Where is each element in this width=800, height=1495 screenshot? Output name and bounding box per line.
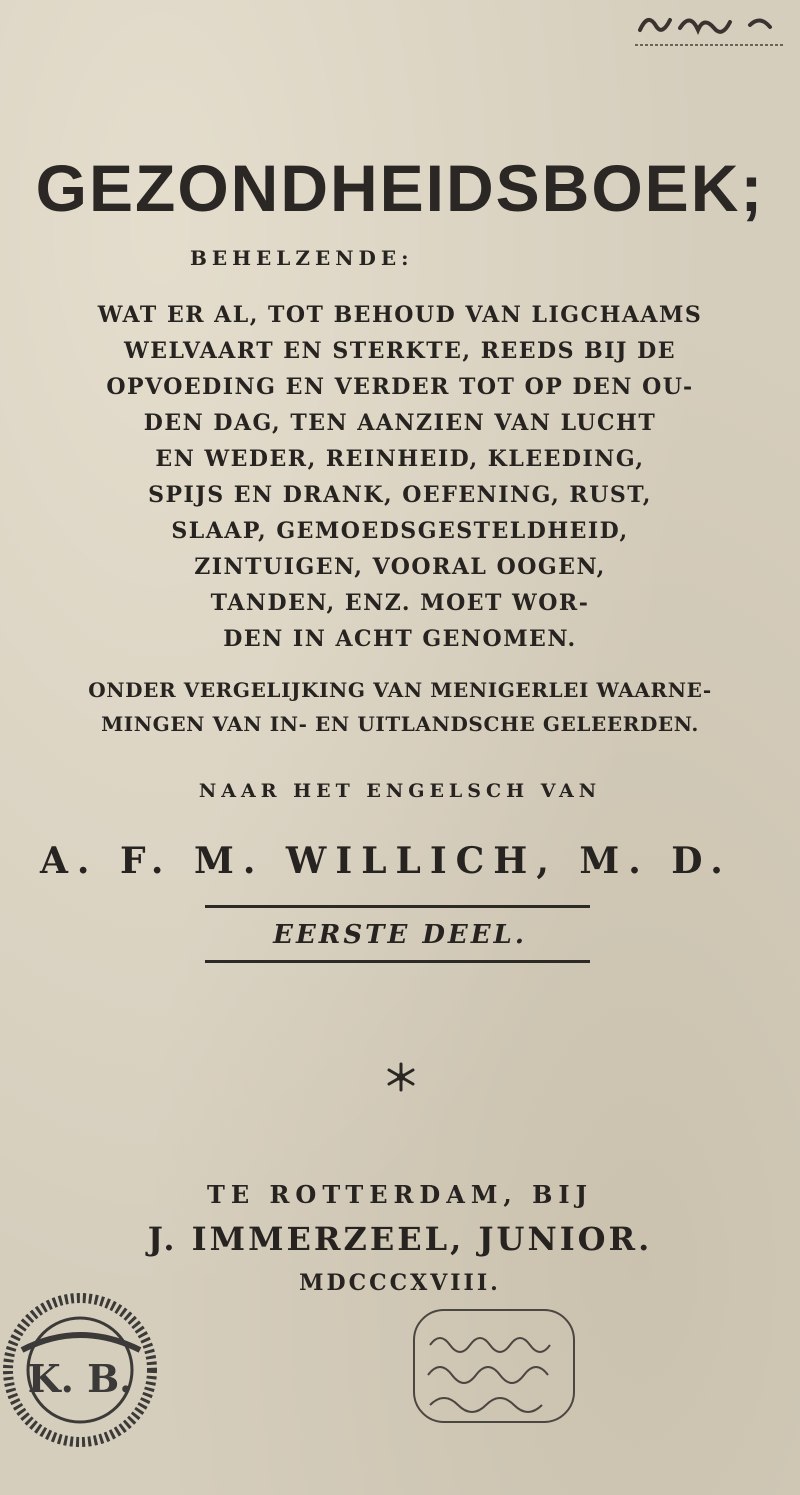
translation-note: NAAR HET ENGELSCH VAN: [198, 780, 602, 802]
imprint-year: MDCCCXVIII.: [299, 1270, 501, 1296]
imprint-publisher: J. IMMERZEEL, JUNIOR.: [147, 1220, 653, 1258]
contents-line: TANDEN, ENZ. MOET WOR-: [210, 590, 590, 616]
contents-line: WELVAART EN STERKTE, REEDS BIJ DE: [124, 338, 676, 364]
fleuron-ornament: [384, 1060, 418, 1094]
contents-line: DEN IN ACHT GENOMEN.: [223, 626, 577, 652]
subtitle: BEHELZENDE:: [190, 246, 414, 270]
stamp-text: K. B.: [27, 1356, 133, 1401]
contents-line: SPIJS EN DRANK, OEFENING, RUST,: [148, 482, 652, 508]
contents-line: OPVOEDING EN VERDER TOT OP DEN OU-: [106, 374, 694, 400]
contents-line: EN WEDER, REINHEID, KLEEDING,: [155, 446, 645, 472]
rule-top: [205, 905, 590, 908]
library-stamp: [0, 1290, 170, 1460]
book-title: GEZONDHEIDSBOEK;: [35, 151, 765, 225]
contents-line: SLAAP, GEMOEDSGESTELDHEID,: [171, 518, 629, 544]
shelfmark-handwriting: [610, 0, 800, 55]
volume-label: EERSTE DEEL.: [273, 920, 527, 950]
contents-line: DEN DAG, TEN AANZIEN VAN LUCHT: [143, 410, 657, 436]
imprint-city: TE ROTTERDAM, BIJ: [206, 1180, 594, 1209]
observations-line: ONDER VERGELIJKING VAN MENIGERLEI WAARNE-: [88, 678, 712, 702]
author-name: A. F. M. WILLICH, M. D.: [40, 840, 732, 882]
contents-line: WAT ER AL, TOT BEHOUD VAN LIGCHAAMS: [97, 302, 703, 328]
contents-line: ZINTUIGEN, VOORAL OOGEN,: [194, 554, 606, 580]
signature-handwriting: [400, 1300, 590, 1440]
rule-bottom: [205, 960, 590, 963]
observations-line: MINGEN VAN IN- EN UITLANDSCHE GELEERDEN.: [101, 712, 699, 736]
